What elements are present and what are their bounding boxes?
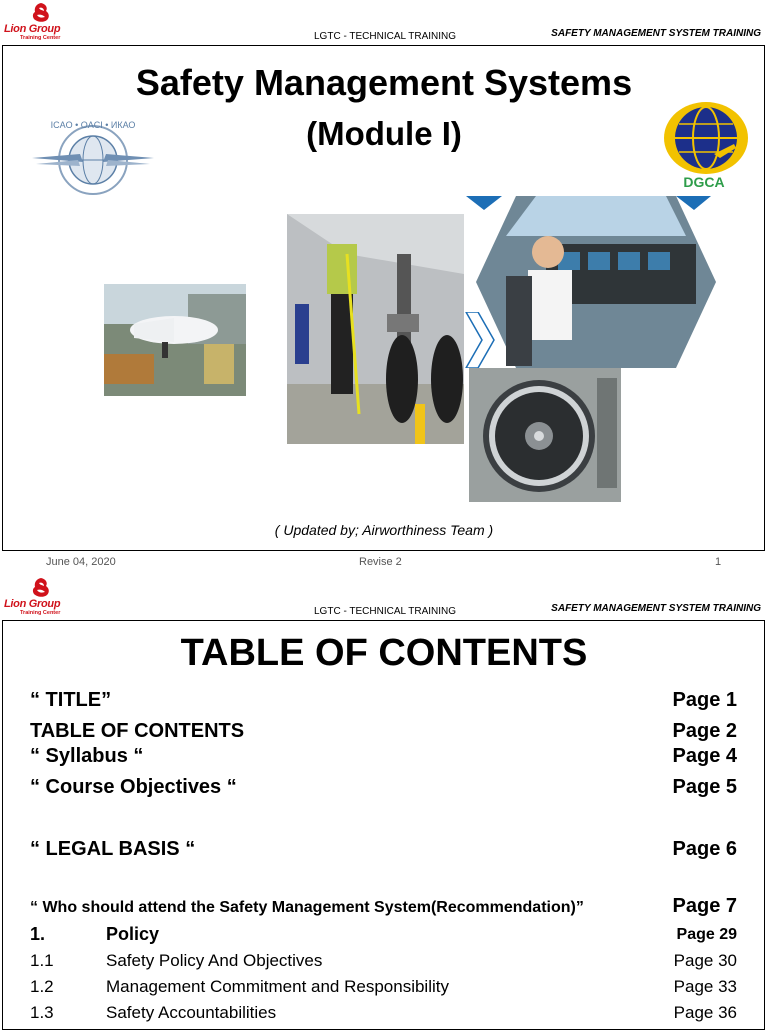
toc-entry-title: “ TITLE”: [30, 689, 112, 711]
section-number: 1.2: [30, 977, 54, 996]
lion-icon: [30, 577, 52, 599]
lion-group-logo: [4, 577, 76, 617]
header-center-text: LGTC - TECHNICAL TRAINING: [314, 606, 457, 617]
section-title: Safety Policy And Objectives: [106, 951, 323, 970]
brand-subtitle: Training Center: [20, 610, 61, 616]
brand-name: Lion Group: [4, 23, 61, 35]
updated-by-note: ( Updated by; Airworthiness Team ): [274, 522, 494, 538]
toc-entry-page: Page 6: [672, 838, 737, 860]
section-title: Policy: [106, 924, 160, 944]
footer-page-number: 1: [715, 556, 722, 568]
engine-image: [469, 368, 621, 502]
dgca-emblem: [662, 100, 752, 195]
brand-name: Lion Group: [4, 598, 61, 610]
toc-entry-title: “ Course Objectives “: [30, 776, 237, 798]
photo-cockpit: [466, 196, 716, 368]
dgca-globe-icon: [662, 100, 752, 176]
footer-date: June 04, 2020: [46, 556, 116, 568]
section-page: Page 29: [676, 926, 737, 943]
toc-entry-title: TABLE OF CONTENTS: [30, 720, 245, 742]
lion-group-logo: [4, 2, 76, 42]
icao-emblem: [28, 110, 158, 210]
photo-engine: [469, 368, 621, 502]
chevron-right-icon: [464, 312, 496, 368]
toc-entry-title: “ LEGAL BASIS “: [30, 838, 196, 860]
toc-entry-page: Page 1: [672, 689, 737, 711]
brand-subtitle: Training Center: [20, 35, 61, 41]
section-title: Safety Accountabilities: [106, 1003, 277, 1022]
section-number: 1.1: [30, 951, 54, 970]
toc-entry-page: Page 5: [672, 776, 737, 798]
section-number: 1.3: [30, 1003, 54, 1022]
toc-entry-title: “ Who should attend the Safety Management System(Recommendation)”: [30, 899, 584, 916]
toc-entry-page: Page 7: [672, 895, 737, 917]
photo-landing-gear: [287, 214, 464, 444]
footer-revision: Revise 2: [359, 556, 402, 568]
photo-aircraft-at-gate: [104, 284, 246, 396]
dgca-label: DGCA: [683, 174, 725, 190]
slide-subtitle: (Module I): [306, 115, 462, 152]
section-number: 1.: [30, 924, 46, 944]
cockpit-image: [466, 196, 716, 368]
lion-icon: [30, 2, 52, 24]
landing-gear-image: [287, 214, 464, 444]
header-center-text: LGTC - TECHNICAL TRAINING: [314, 31, 457, 42]
header-right-text: SAFETY MANAGEMENT SYSTEM TRAINING: [551, 28, 761, 39]
aircraft-gate-image: [104, 284, 246, 396]
section-page: Page 36: [673, 1003, 737, 1022]
section-page: Page 33: [673, 977, 737, 996]
toc-entry-page: Page 4: [672, 745, 737, 767]
toc-entry-title: “ Syllabus “: [30, 745, 144, 767]
header-right-text: SAFETY MANAGEMENT SYSTEM TRAINING: [551, 603, 761, 614]
section-page: Page 30: [673, 951, 737, 970]
section-title: Management Commitment and Responsibility: [106, 977, 449, 996]
toc-entry-page: Page 2: [672, 720, 737, 742]
icao-text: ICAO • OACI • ИКАО: [50, 120, 136, 130]
slide-title: Safety Management Systems: [135, 62, 633, 103]
toc-title: TABLE OF CONTENTS: [180, 632, 588, 674]
